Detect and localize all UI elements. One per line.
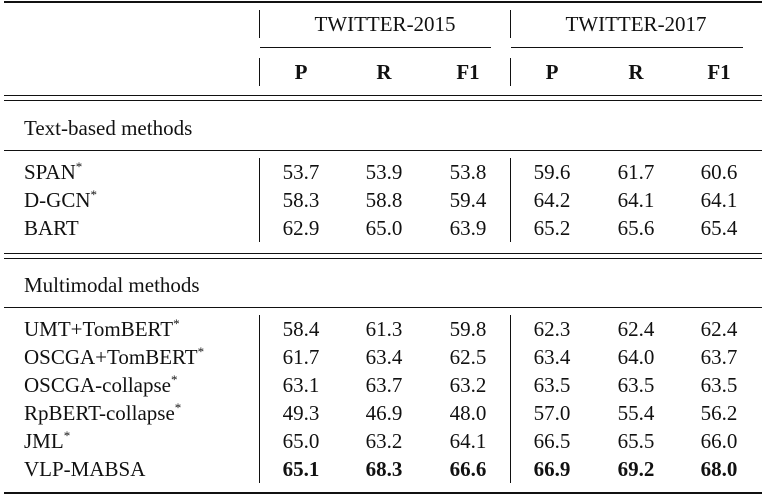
table-cell: 60.6 — [700, 160, 738, 184]
table-cell: 68.3 — [365, 457, 403, 481]
table-cell: 59.8 — [449, 317, 487, 341]
vsep-group2-a — [259, 315, 260, 483]
table-cell: 63.4 — [533, 345, 571, 369]
vsep-group1-a — [259, 158, 260, 242]
method-name — [24, 429, 70, 453]
table-cell: 63.5 — [617, 373, 655, 397]
metric-header: F1 — [707, 60, 731, 84]
table-cell: 61.7 — [282, 345, 320, 369]
table-cell: 63.7 — [365, 373, 403, 397]
table-cell: 66.9 — [533, 457, 571, 481]
section-double-rule-bottom — [4, 258, 762, 259]
method-name — [24, 373, 177, 397]
reproduced-marker: * — [174, 400, 182, 415]
table-cell: 58.4 — [282, 317, 320, 341]
table-cell: 55.4 — [617, 401, 655, 425]
table-cell: 64.1 — [700, 188, 738, 212]
metric-header: R — [376, 60, 392, 84]
vsep-group1-b — [510, 158, 511, 242]
table-cell: 65.6 — [617, 216, 655, 240]
group-title-multimodal: Multimodal methods — [24, 273, 200, 297]
dataset-header-2015: TWITTER-2015 — [314, 12, 456, 36]
method-name-text: UMT+TomBERT — [24, 317, 174, 341]
reproduced-marker: * — [75, 159, 83, 174]
table-cell: 58.3 — [282, 188, 320, 212]
metric-header: R — [628, 60, 644, 84]
table-cell: 49.3 — [282, 401, 320, 425]
table-cell: 63.7 — [700, 345, 738, 369]
reproduced-marker: * — [63, 428, 71, 443]
method-name-text: D-GCN — [24, 188, 91, 212]
table-cell: 65.5 — [617, 429, 655, 453]
method-name — [24, 160, 82, 184]
table-cell: 62.5 — [449, 345, 487, 369]
table-cell: 65.2 — [533, 216, 571, 240]
method-name — [24, 216, 79, 240]
table-cell: 65.0 — [282, 429, 320, 453]
reproduced-marker: * — [173, 316, 180, 331]
table-cell: 53.8 — [449, 160, 487, 184]
method-name — [24, 317, 180, 341]
metric-header: P — [545, 60, 559, 84]
table-cell: 53.9 — [365, 160, 403, 184]
table-cell: 65.1 — [282, 457, 320, 481]
table-cell: 63.1 — [282, 373, 320, 397]
bottom-rule — [4, 492, 762, 494]
method-name-text: RpBERT-collapse — [24, 401, 175, 425]
reproduced-marker: * — [197, 344, 205, 359]
method-name-text: JML — [24, 429, 64, 453]
metric-header: F1 — [456, 60, 480, 84]
table-cell: 62.4 — [617, 317, 655, 341]
table-cell: 48.0 — [449, 401, 487, 425]
table-cell: 68.0 — [700, 457, 738, 481]
cmidrule-2017 — [511, 47, 743, 48]
method-name-text: BART — [24, 216, 79, 240]
table-cell: 63.2 — [449, 373, 487, 397]
cmidrule-2015 — [260, 47, 491, 48]
table-cell: 59.4 — [449, 188, 487, 212]
table-cell: 64.2 — [533, 188, 571, 212]
table-cell: 65.0 — [365, 216, 403, 240]
table-cell: 66.0 — [700, 429, 738, 453]
table-cell: 64.1 — [449, 429, 487, 453]
table-cell: 63.5 — [533, 373, 571, 397]
method-name-text: OSCGA-collapse — [24, 373, 171, 397]
header-double-rule-bottom — [4, 100, 762, 101]
reproduced-marker: * — [90, 187, 97, 202]
vsep-metrics-b — [510, 58, 511, 86]
table-cell: 63.4 — [365, 345, 403, 369]
table-cell: 66.5 — [533, 429, 571, 453]
group-title-text-based: Text-based methods — [24, 116, 193, 140]
table-cell: 65.4 — [700, 216, 738, 240]
vsep-header-b — [510, 10, 511, 38]
group-rule-2 — [4, 307, 762, 308]
header-double-rule-top — [4, 95, 762, 96]
table-cell: 64.0 — [617, 345, 655, 369]
table-cell: 46.9 — [365, 401, 403, 425]
method-name — [24, 345, 204, 369]
table-cell: 56.2 — [700, 401, 738, 425]
method-name — [24, 188, 97, 212]
table-cell: 62.4 — [700, 317, 738, 341]
reproduced-marker: * — [170, 372, 178, 387]
dataset-header-2017: TWITTER-2017 — [565, 12, 707, 36]
section-double-rule-top — [4, 253, 762, 254]
method-name-text: OSCGA+TomBERT — [24, 345, 198, 369]
table-cell: 63.5 — [700, 373, 738, 397]
table-cell: 59.6 — [533, 160, 571, 184]
group-rule-1 — [4, 150, 762, 151]
table-cell: 58.8 — [365, 188, 403, 212]
method-name-text: VLP-MABSA — [24, 457, 146, 481]
vsep-header-a — [259, 10, 260, 38]
method-name-text: SPAN — [24, 160, 76, 184]
table-cell: 63.2 — [365, 429, 403, 453]
table-cell: 66.6 — [449, 457, 487, 481]
table-cell: 61.3 — [365, 317, 403, 341]
table-cell: 62.9 — [282, 216, 320, 240]
table-cell: 53.7 — [282, 160, 320, 184]
table-cell: 61.7 — [617, 160, 655, 184]
top-rule — [4, 1, 762, 3]
method-name — [24, 457, 145, 481]
table-cell: 63.9 — [449, 216, 487, 240]
metric-header: P — [294, 60, 308, 84]
vsep-metrics-a — [259, 58, 260, 86]
table-cell: 69.2 — [617, 457, 655, 481]
table-cell: 64.1 — [617, 188, 655, 212]
table-cell: 62.3 — [533, 317, 571, 341]
table-cell: 57.0 — [533, 401, 571, 425]
method-name — [24, 401, 181, 425]
vsep-group2-b — [510, 315, 511, 483]
